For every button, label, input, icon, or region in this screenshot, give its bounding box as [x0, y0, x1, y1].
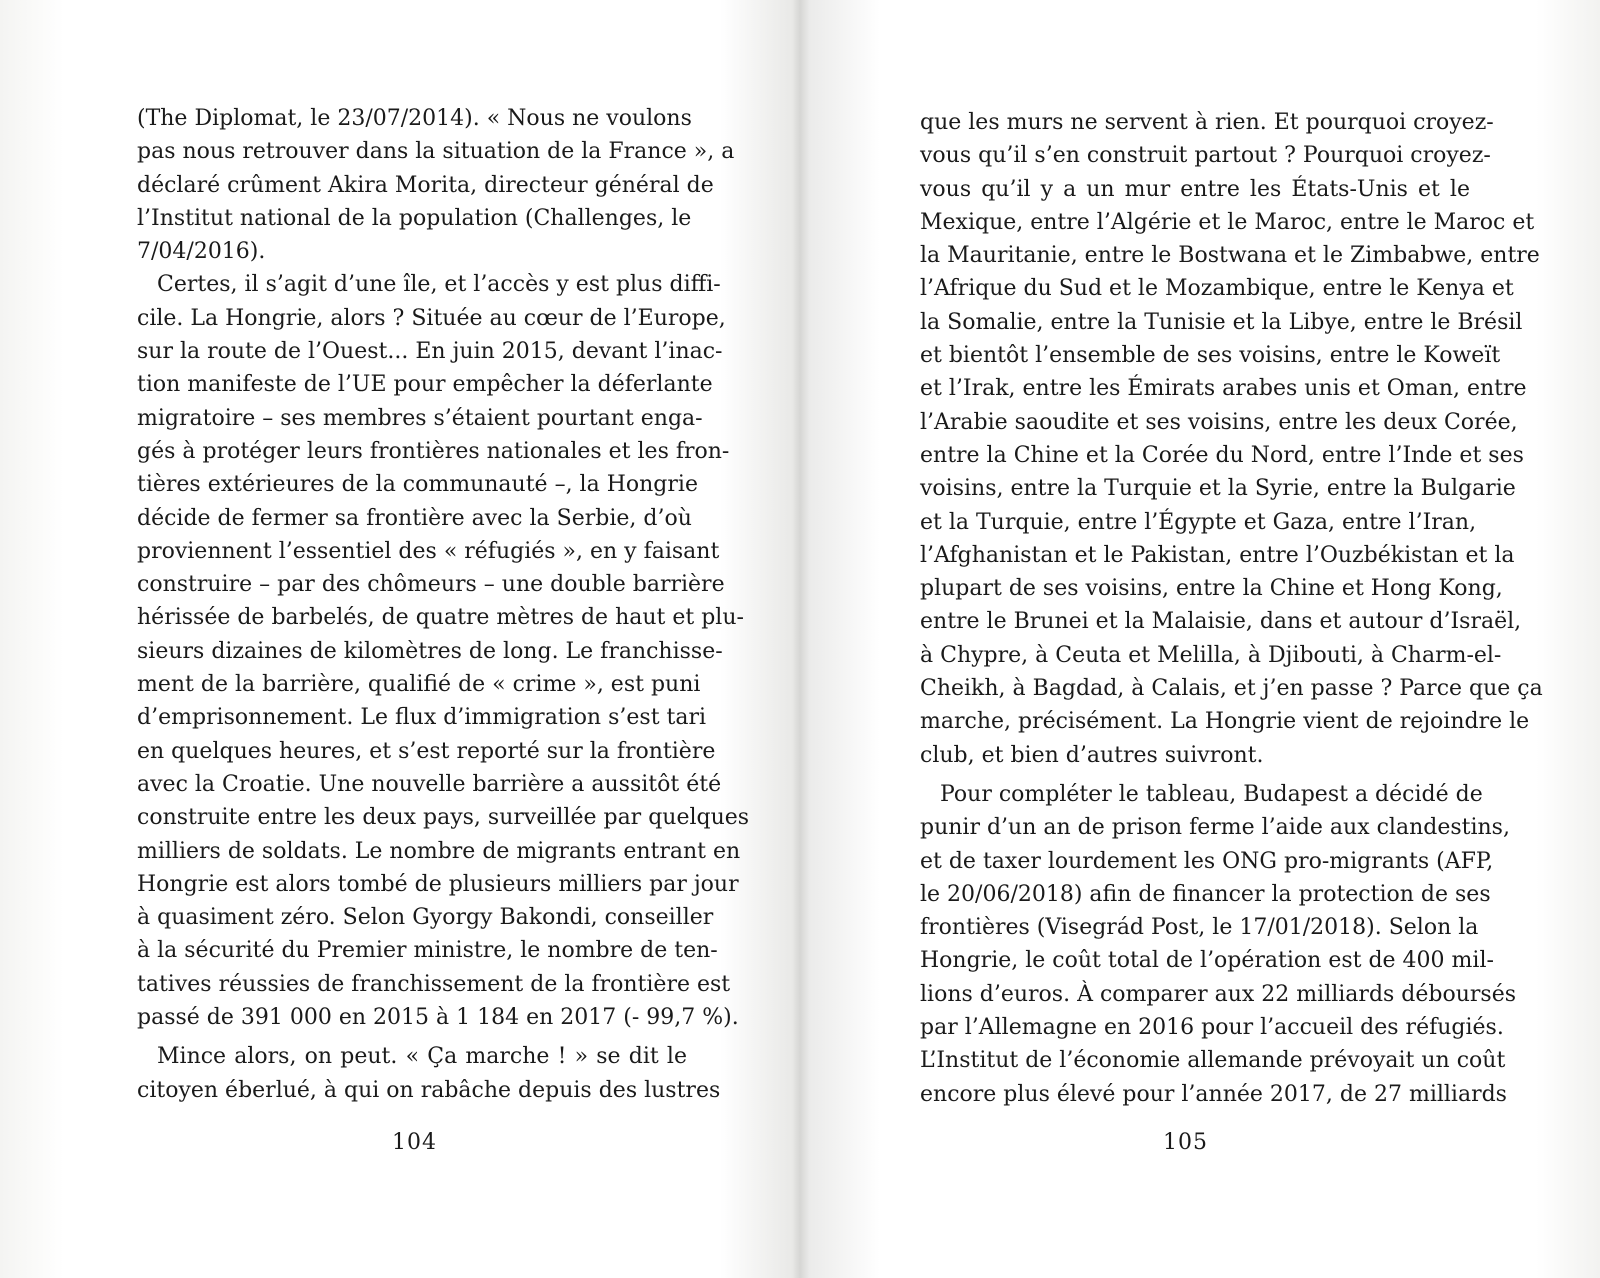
text-line: décide de fermer sa frontière avec la Serbie, d’où: [137, 505, 692, 531]
text-line: Cheikh, à Bagdad, à Calais, et j’en passe ? Parce que ça: [920, 676, 1543, 702]
text-line: en quelques heures, et s’est reporté sur la frontière: [137, 738, 716, 764]
text-line: passé de 391 000 en 2015 à 1 184 en 2017 (- 99,7 %).: [137, 1005, 739, 1031]
text-line: plupart de ses voisins, entre la Chine et Hong Kong,: [920, 576, 1503, 602]
text-line: Mince alors, on peut. « Ça marche ! » se dit le: [157, 1044, 687, 1070]
text-line: déclaré crûment Akira Morita, directeur général de: [137, 172, 714, 198]
right-page: [800, 0, 1600, 1278]
text-line: l’Institut national de la population (Challenges, le: [137, 205, 692, 231]
text-line: voisins, entre la Turquie et la Syrie, entre la Bulgarie: [920, 476, 1516, 502]
text-line: citoyen éberlué, à qui on rabâche depuis des lustres: [137, 1077, 721, 1103]
text-line: sur la route de l’Ouest... En juin 2015, devant l’inac-: [137, 339, 723, 365]
left-page-text: [137, 102, 750, 1107]
text-line: construire – par des chômeurs – une double barrière: [137, 572, 725, 598]
text-line: marche, précisément. La Hongrie vient de rejoindre le: [920, 709, 1530, 735]
text-line: l’Afrique du Sud et le Mozambique, entre le Kenya et: [920, 276, 1514, 302]
text-line: frontières (Visegrád Post, le 17/01/2018). Selon la: [920, 915, 1479, 941]
text-line: entre le Brunei et la Malaisie, dans et autour d’Israël,: [920, 609, 1522, 635]
text-line: la Mauritanie, entre le Bostwana et le Zimbabwe, entre: [920, 243, 1540, 269]
text-line: entre la Chine et la Corée du Nord, entre l’Inde et ses: [920, 442, 1524, 468]
text-line: à quasiment zéro. Selon Gyorgy Bakondi, conseiller: [137, 905, 714, 931]
text-line: tières extérieures de la communauté –, la Hongrie: [137, 472, 698, 498]
text-line: le 20/06/2018) afin de financer la protection de ses: [920, 881, 1491, 907]
text-line: avec la Croatie. Une nouvelle barrière a aussitôt été: [137, 771, 722, 797]
text-line: Hongrie est alors tombé de plusieurs milliers par jour: [137, 871, 739, 897]
text-line: l’Arabie saoudite et ses voisins, entre les deux Corée,: [920, 409, 1518, 435]
text-line: construite entre les deux pays, surveillée par quelques: [137, 805, 750, 831]
text-line: encore plus élevé pour l’année 2017, de 27 milliards: [920, 1081, 1507, 1107]
text-line: Mexique, entre l’Algérie et le Maroc, entre le Maroc et: [920, 209, 1535, 235]
text-line: (The Diplomat, le 23/07/2014). « Nous ne voulons: [137, 106, 692, 131]
text-line: hérissée de barbelés, de quatre mètres de haut et plu-: [137, 605, 744, 631]
text-line: migratoire – ses membres s’étaient pourtant enga-: [137, 405, 703, 431]
text-line: tion manifeste de l’UE pour empêcher la déferlante: [137, 372, 713, 398]
text-line: proviennent l’essentiel des « réfugiés », en y faisant: [137, 538, 720, 564]
right-page-text: [920, 106, 1543, 1111]
text-line: d’emprisonnement. Le flux d’immigration s’est tari: [137, 705, 707, 731]
text-line: et de taxer lourdement les ONG pro-migrants (AFP,: [920, 848, 1494, 874]
text-line: la Somalie, entre la Tunisie et la Libye, entre le Brésil: [920, 309, 1523, 335]
text-line: sieurs dizaines de kilomètres de long. Le franchisse-: [137, 638, 723, 664]
text-line: et l’Irak, entre les Émirats arabes unis et Oman, entre: [920, 376, 1527, 402]
text-line: Hongrie, le coût total de l’opération est de 400 mil-: [920, 948, 1494, 974]
text-line: Certes, il s’agit d’une île, et l’accès y est plus diffi-: [157, 272, 721, 298]
text-line: L’Institut de l’économie allemande prévoyait un coût: [920, 1048, 1506, 1074]
text-line: tatives réussies de franchissement de la frontière est: [137, 971, 731, 997]
text-line: Pour compléter le tableau, Budapest a décidé de: [940, 781, 1483, 807]
page-number: 105: [1163, 1130, 1208, 1155]
text-line: par l’Allemagne en 2016 pour l’accueil des réfugiés.: [920, 1015, 1504, 1041]
text-line: vous qu’il y a un mur entre les États-Unis et le: [920, 176, 1470, 202]
text-line: et la Turquie, entre l’Égypte et Gaza, entre l’Iran,: [920, 509, 1477, 535]
text-line: lions d’euros. À comparer aux 22 milliards déboursés: [920, 981, 1517, 1007]
text-line: gés à protéger leurs frontières nationales et les fron-: [137, 438, 730, 464]
text-line: vous qu’il s’en construit partout ? Pourquoi croyez-: [920, 143, 1491, 169]
text-line: milliers de soldats. Le nombre de migrants entrant en: [137, 838, 741, 864]
text-line: pas nous retrouver dans la situation de la France », a: [137, 139, 735, 165]
page-number: 104: [392, 1130, 437, 1155]
text-line: à la sécurité du Premier ministre, le nombre de ten-: [137, 938, 718, 964]
text-line: punir d’un an de prison ferme l’aide aux clandestins,: [920, 815, 1510, 841]
text-line: et bientôt l’ensemble de ses voisins, entre le Koweït: [920, 343, 1501, 369]
text-line: ment de la barrière, qualifié de « crime », est puni: [137, 672, 701, 698]
text-line: à Chypre, à Ceuta et Melilla, à Djibouti, à Charm-el-: [920, 642, 1502, 668]
text-line: que les murs ne servent à rien. Et pourquoi croyez-: [920, 110, 1494, 135]
text-line: cile. La Hongrie, alors ? Située au cœur de l’Europe,: [137, 305, 726, 331]
text-line: club, et bien d’autres suivront.: [920, 742, 1264, 768]
text-line: 7/04/2016).: [137, 239, 266, 265]
text-line: l’Afghanistan et le Pakistan, entre l’Ouzbékistan et la: [920, 542, 1515, 568]
